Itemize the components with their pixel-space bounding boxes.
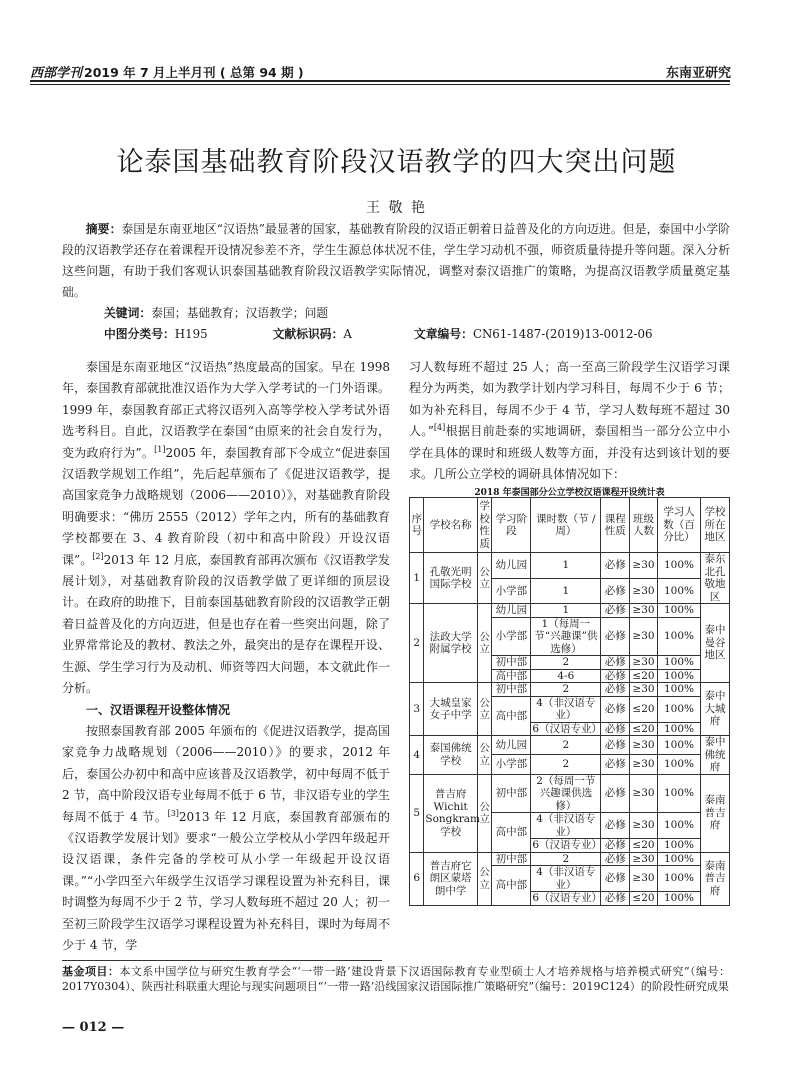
cell-school-type: 公立 (477, 604, 491, 683)
cell-region: 泰中曼谷地区 (701, 604, 730, 683)
cell-hours: 6（汉语专业） (532, 839, 603, 851)
table-row (410, 774, 730, 813)
cell-school-type: 公立 (477, 736, 491, 775)
article-title: 论泰国基础教育阶段汉语教学的四大突出问题 (116, 147, 677, 178)
abstract-text: 泰国是东南亚地区“汉语热”最显著的国家，基础教育阶段的汉语正朝着日益普及化的方向迈进。但是，泰国中小学阶段的汉语教学还存在着课程开设情况参差不齐，学生生源总体状况不佳，学生学习动机不强，师资质量待提升等问题。深入分析这些问题，有助于我们客观认识泰国基础教育阶段汉语教学实际情况，调整对泰汉语推广的策略，为提高汉语教学质量奠定基础。 (62, 222, 730, 299)
cell-stage: 高中部 (492, 866, 531, 906)
cell-school-name: 泰国佛统学校 (424, 736, 478, 775)
cell-hours: 6（汉语专业） (532, 722, 603, 735)
cell-school-type: 公立 (477, 774, 491, 852)
section-name: 东南亚研究 (665, 66, 731, 81)
cell-school-type: 公立 (477, 852, 491, 905)
cell-school-type: 公立 (477, 683, 491, 736)
cell-nature: 必修 (601, 755, 630, 774)
cell-percentage: 100% (657, 669, 700, 683)
cell-hours: 2 (531, 755, 601, 774)
cell-class-size: ≥30 (630, 617, 658, 656)
table-row (410, 736, 730, 755)
header-rule-thin (30, 84, 730, 85)
citation: [4] (433, 423, 446, 433)
cell-nature: 必修 (601, 553, 630, 579)
cell-percentage: 100% (657, 617, 700, 656)
fund-text: 本文系中国学位与研究生教育学会“‘一带一路’建设背景下汉语国际教育专业型硕士人才培养规格与培养模式研究”（编号：2017Y0304）、陕西社科联重大理论与现实问题项目“‘一带一路’沿线国家汉语国际推广策略研究”（编号：2019C124）的阶段性研究成果 (62, 965, 730, 993)
cell-percentage: 100% (657, 813, 700, 839)
footnote-rule (62, 960, 382, 961)
citation: [2] (92, 551, 104, 561)
cell-hours: 2 (531, 736, 601, 755)
cell-nature: 必修 (601, 617, 630, 656)
cell-percentage: 100% (657, 866, 700, 892)
cell-percentage: 100% (657, 755, 700, 774)
cell-percentage: 100% (657, 892, 700, 906)
fund-note (62, 965, 730, 994)
article-no-value: CN61-1487-(2019)13-0012-06 (472, 327, 653, 341)
text-run: 2013 年 12 月底，泰国教育部颁布的《汉语教学发展计划》要求“一般公立学校从小学四年级起开设汉语课，条件完备的学校可从小学一年级起开设汉语课。”“小学四至六年级学生汉语学习课程设置为补充科目，课时调整为每周不少于 2 节，学习人数每班不超过 20 人；初一至初三阶段学生汉语学习课程设置为补充科目，课时为每周不少于 4 节，学 (62, 809, 390, 952)
text-run: 泰国是东南亚地区“汉语热”热度最高的国家。早在 1998 年，泰国教育部就批准汉语作为大学入学考试的一门外语课。1999 年，泰国教育部正式将汉语列入高等学校入学考试外语选考科目。自此，汉语教学在泰国“由原来的社会自发行为，变为政府行为”。 (62, 360, 390, 460)
author-name: 王 敬 艳 (366, 200, 427, 216)
text-run: 2013 年 12 月底，泰国教育部再次颁布《汉语教学发展计划》，对基础教育阶段的汉语教学做了更详细的顶层设计。在政府的助推下，目前泰国基础教育阶段的汉语教学正朝着日益普及化的方向迈进，但是也存在着一些突出问题，除了业界常常论及的教材、教法之外，最突出的是存在课程开设、生源、学生学习行为及动机、师资等四大问题，本文就此作一分析。 (62, 552, 390, 696)
cell-no: 3 (410, 683, 424, 736)
cell-nature: 必修 (601, 604, 630, 618)
cell-class-size: ≥30 (630, 656, 658, 670)
running-header (30, 62, 304, 81)
table-header-cell: 学习人数（百分比） (657, 498, 700, 553)
cell-percentage: 100% (657, 839, 700, 853)
cell-class-size: ≤20 (630, 892, 658, 906)
cell-nature: 必修 (601, 774, 630, 813)
citation: [3] (167, 808, 179, 818)
page-number: — 012 — (62, 1020, 125, 1035)
cell-school-name: 普吉府Wichit Songkram学校 (424, 774, 478, 852)
cell-percentage: 100% (657, 774, 700, 813)
section-heading: 一、汉语课程开设整体情况 (86, 702, 231, 717)
cell-class-size: ≥30 (630, 604, 658, 618)
cell-nature: 必修 (601, 683, 630, 697)
cell-nature: 必修 (601, 696, 630, 722)
abstract-label: 摘要： (85, 222, 122, 236)
cell-class-size: ≥30 (630, 813, 658, 839)
cell-region: 泰中佛统府 (701, 736, 730, 775)
cell-percentage: 100% (657, 553, 700, 579)
cell-stage: 幼儿园 (492, 736, 531, 755)
cell-hours: 6（汉语专业） (532, 892, 603, 904)
cell-stage: 高中部 (492, 813, 531, 853)
cell-school-name: 大城皇家女子中学 (424, 683, 478, 736)
cell-hours: 4（非汉语专业） (531, 866, 601, 892)
cell-nature: 必修 (601, 669, 630, 683)
cell-class-size: ≥30 (630, 578, 658, 604)
cell-stage: 初中部 (492, 656, 531, 670)
table-header-cell: 序号 (410, 498, 424, 553)
doc-code-value: A (343, 327, 352, 341)
table-title: 2018 年泰国部分公立学校汉语课程开设统计表 (474, 488, 665, 498)
cell-class-size: ≥30 (630, 683, 658, 697)
table-body (410, 553, 730, 906)
keywords (104, 304, 328, 321)
cell-hours: 2 (531, 852, 601, 866)
cell-stage: 初中部 (492, 852, 531, 866)
cell-class-size: ≤20 (630, 696, 658, 722)
keywords-label: 关键词： (104, 306, 152, 320)
cell-percentage: 100% (657, 578, 700, 604)
cell-hours: 2 (531, 683, 601, 697)
cell-class-size: ≥30 (630, 553, 658, 579)
abstract (62, 219, 730, 303)
cell-stage: 高中部 (492, 696, 531, 736)
cell-percentage: 100% (657, 604, 700, 618)
citation: [1] (154, 444, 166, 454)
cell-school-name: 法政大学附属学校 (424, 604, 478, 683)
cell-region: 泰东北孔敬地区 (701, 553, 730, 604)
cell-nature: 必修 (601, 892, 630, 906)
table-header-row (410, 498, 730, 553)
cell-region: 泰南普吉府 (701, 774, 730, 852)
cell-nature: 必修 (601, 852, 630, 866)
body-paragraph (62, 721, 390, 956)
cell-stage: 小学部 (492, 578, 531, 604)
clc-value: H195 (174, 327, 208, 341)
text-run: 习人数每班不超过 25 人；高一至高三阶段学生汉语学习课程分为两类，如为教学计划内学习科目，每周不少于 6 节；如为补充科目，每周不少于 4 节，学习人数每班不超过 30 人。” (409, 360, 730, 439)
fund-label: 基金项目： (62, 965, 120, 978)
cell-hours: 1 (531, 604, 601, 618)
cell-stage: 幼儿园 (492, 553, 531, 579)
table-header-cell: 学校所在地区 (701, 498, 730, 553)
cell-percentage: 100% (657, 683, 700, 697)
cell-nature: 必修 (601, 722, 630, 736)
cell-hours: 2 (531, 656, 601, 670)
cell-nature: 必修 (601, 656, 630, 670)
cell-no: 1 (410, 553, 424, 604)
cell-percentage: 100% (657, 696, 700, 722)
cell-nature: 必修 (601, 813, 630, 839)
cell-nature: 必修 (601, 736, 630, 755)
cell-no: 2 (410, 604, 424, 683)
cell-percentage: 100% (657, 722, 700, 736)
cell-stage: 高中部 (492, 669, 531, 683)
cell-hours: 1（每周一节“兴趣课”供选修） (531, 617, 601, 656)
table-row (410, 683, 730, 697)
text-run: 根据目前赴泰的实地调研，泰国相当一部分公立中小学在具体的课时和班级人数等方面，并没有达到该计划的要求。几所公立学校的调研具体情况如下： (409, 424, 730, 482)
cell-stage: 幼儿园 (492, 604, 531, 618)
cell-percentage: 100% (657, 736, 700, 755)
body-paragraph (409, 357, 730, 485)
cell-school-type: 公立 (477, 553, 491, 604)
body-left-column (62, 357, 390, 956)
text-run: 按照泰国教育部 2005 年颁布的《促进汉语教学，提高国家竞争力战略规划（2006——2010）》的要求，2012 年后，泰国公办初中和高中应该普及汉语教学，初中每周不低于 2 节，高中阶段汉语专业每周不低于 6 节，非汉语专业的学生每周不低于 4 节。 (62, 723, 390, 824)
cell-class-size: ≤20 (630, 839, 658, 853)
clc-label: 中图分类号： (104, 327, 175, 341)
cell-school-name: 孔敬光明国际学校 (424, 553, 478, 604)
issue-info: 2019 年 7 月上半月刊 ( 总第 94 期 ) (84, 65, 304, 80)
cell-stage: 小学部 (492, 617, 531, 656)
cell-nature: 必修 (601, 839, 630, 853)
cell-class-size: ≥30 (630, 736, 658, 755)
article-no-label: 文章编号： (413, 327, 473, 341)
cell-stage: 初中部 (492, 774, 531, 813)
table-row (410, 852, 730, 866)
table-row (410, 604, 730, 618)
table-header-cell: 班级人数 (630, 498, 658, 553)
cell-percentage: 100% (657, 852, 700, 866)
cell-stage: 初中部 (492, 683, 531, 697)
cell-region: 泰南普吉府 (701, 852, 730, 905)
body-right-column (409, 357, 730, 485)
text-run: 2005 年，泰国教育部下令成立“促进泰国汉语教学规划工作组”，先后起草颁布了《促进汉语教学，提高国家竞争力战略规划（2006——2010）》，对基础教育阶段明确要求：“佛历 2555（2012）学年之内，所有的基础教育学校都要在 3、4 教育阶段（初中和高中阶段）开设汉语课”。 (62, 445, 390, 567)
school-course-table (409, 497, 730, 906)
classification-line (104, 325, 653, 342)
cell-hours: 1 (531, 578, 601, 604)
cell-class-size: ≤20 (630, 722, 658, 736)
cell-no: 4 (410, 736, 424, 775)
table-row (410, 553, 730, 579)
cell-hours: 2（每周一节兴趣课供选修） (531, 774, 601, 813)
cell-percentage: 100% (657, 656, 700, 670)
cell-hours: 4（非汉语专业） (531, 696, 601, 722)
cell-hours: 4（非汉语专业） (531, 813, 601, 839)
cell-hours: 4-6 (531, 669, 601, 683)
cell-no: 6 (410, 852, 424, 905)
cell-class-size: ≤20 (630, 669, 658, 683)
cell-no: 5 (410, 774, 424, 852)
table-header-cell: 课程性质 (601, 498, 630, 553)
table-header-cell: 学习阶段 (492, 498, 531, 553)
cell-class-size: ≥30 (630, 866, 658, 892)
cell-nature: 必修 (601, 866, 630, 892)
cell-class-size: ≥30 (630, 755, 658, 774)
cell-class-size: ≥30 (630, 774, 658, 813)
table-header-cell: 学校性质 (477, 498, 491, 553)
cell-class-size: ≥30 (630, 852, 658, 866)
body-paragraph (62, 357, 390, 700)
cell-school-name: 普吉府它朗区蒙塔朗中学 (424, 852, 478, 905)
table-header-cell: 课时数（节 / 周） (531, 498, 601, 553)
cell-nature: 必修 (601, 578, 630, 604)
keywords-text: 泰国；基础教育；汉语教学；问题 (151, 306, 329, 320)
table-header-cell: 学校名称 (424, 498, 478, 553)
cell-stage: 小学部 (492, 755, 531, 774)
cell-region: 泰中大城府 (701, 683, 730, 736)
cell-hours: 1 (531, 553, 601, 579)
doc-code-label: 文献标识码： (272, 327, 344, 341)
header-rule (30, 80, 730, 82)
journal-logo: 西部学刊 (30, 66, 83, 81)
